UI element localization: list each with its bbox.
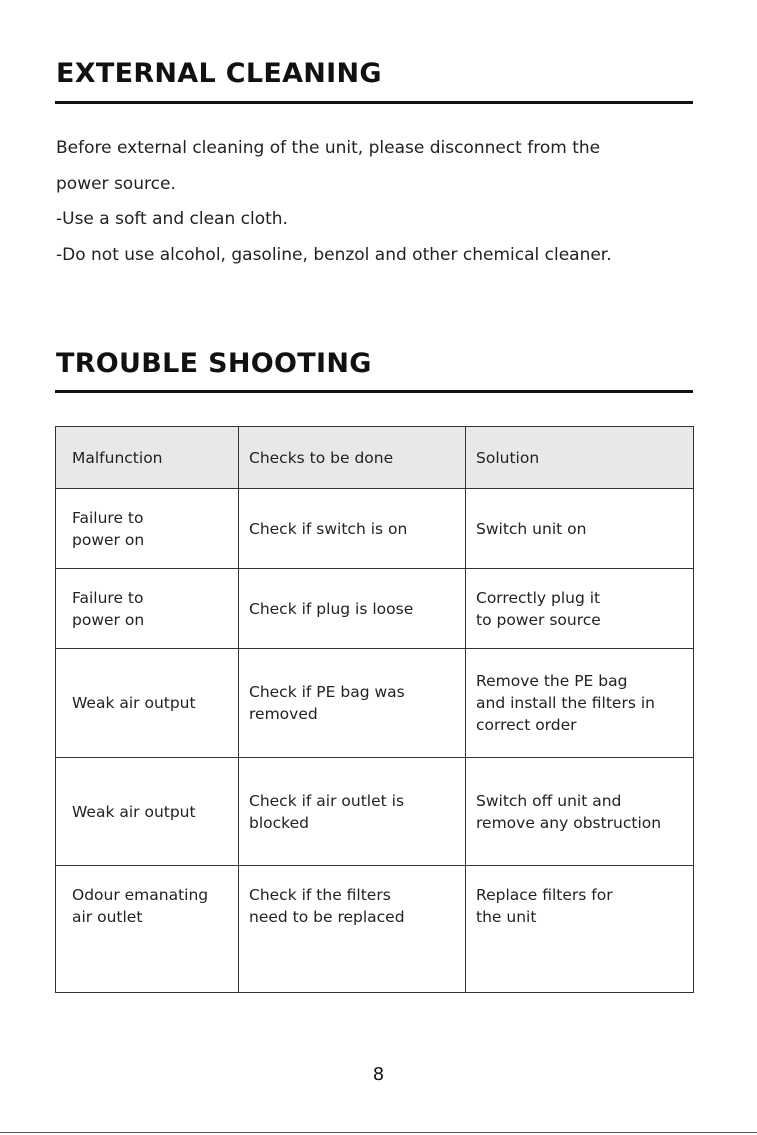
solution-cell [466,758,694,866]
table-row [56,649,694,758]
cell-text: Check if air outlet is blocked [249,791,405,832]
instruction-line: -Do not use alcohol, gasoline, benzol and other chemical cleaner. [56,244,612,265]
cell-text: Switch off unit and remove any obstruction [476,791,662,832]
cell-text: Failure to power on [72,588,145,629]
cell-text: Odour emanating air outlet [72,886,209,926]
section-title-external-cleaning: EXTERNAL CLEANING [56,58,382,89]
table-row [56,758,694,866]
header-malfunction: Malfunction [56,427,239,489]
malfunction-cell [56,758,239,866]
malfunction-cell [56,866,239,993]
cell-text: Check if plug is loose [249,599,414,618]
cell-text: Weak air output [72,802,196,821]
section-divider [55,101,693,104]
section-title-trouble-shooting: TROUBLE SHOOTING [56,348,372,379]
malfunction-cell [56,489,239,569]
cleaning-instructions [56,131,746,273]
header-checks: Checks to be done [239,427,466,489]
malfunction-cell [56,569,239,649]
check-cell [239,649,466,758]
cell-text: Check if PE bag was removed [249,683,405,723]
page-bottom-edge [0,1132,757,1133]
page-number: 8 [372,1064,385,1085]
cell-text: Remove the PE bag and install the filters in correct order [476,672,655,734]
cell-text: Weak air output [72,694,196,712]
malfunction-cell [56,649,239,758]
instruction-line: power source. [56,173,176,194]
header-solution: Solution [466,427,694,489]
check-cell [239,758,466,866]
instruction-line: Before external cleaning of the unit, please disconnect from the [56,138,601,158]
solution-cell [466,489,694,569]
solution-cell [466,569,694,649]
solution-cell [466,649,694,758]
table-row [56,866,694,993]
troubleshooting-table [55,426,694,993]
cell-text: Correctly plug it to power source [476,588,601,629]
cell-text: Check if switch is on [249,519,408,538]
cell-text: Replace filters for the unit [476,886,613,926]
cell-text: Switch unit on [476,519,587,538]
cell-text: Check if the filters need to be replaced [249,886,405,926]
table-header-row [56,427,694,489]
instruction-line: -Use a soft and clean cloth. [56,209,288,229]
cell-text: Failure to power on [72,508,145,549]
table-row [56,569,694,649]
check-cell [239,489,466,569]
check-cell [239,866,466,993]
section-divider [55,390,693,393]
solution-cell [466,866,694,993]
table-row [56,489,694,569]
check-cell [239,569,466,649]
